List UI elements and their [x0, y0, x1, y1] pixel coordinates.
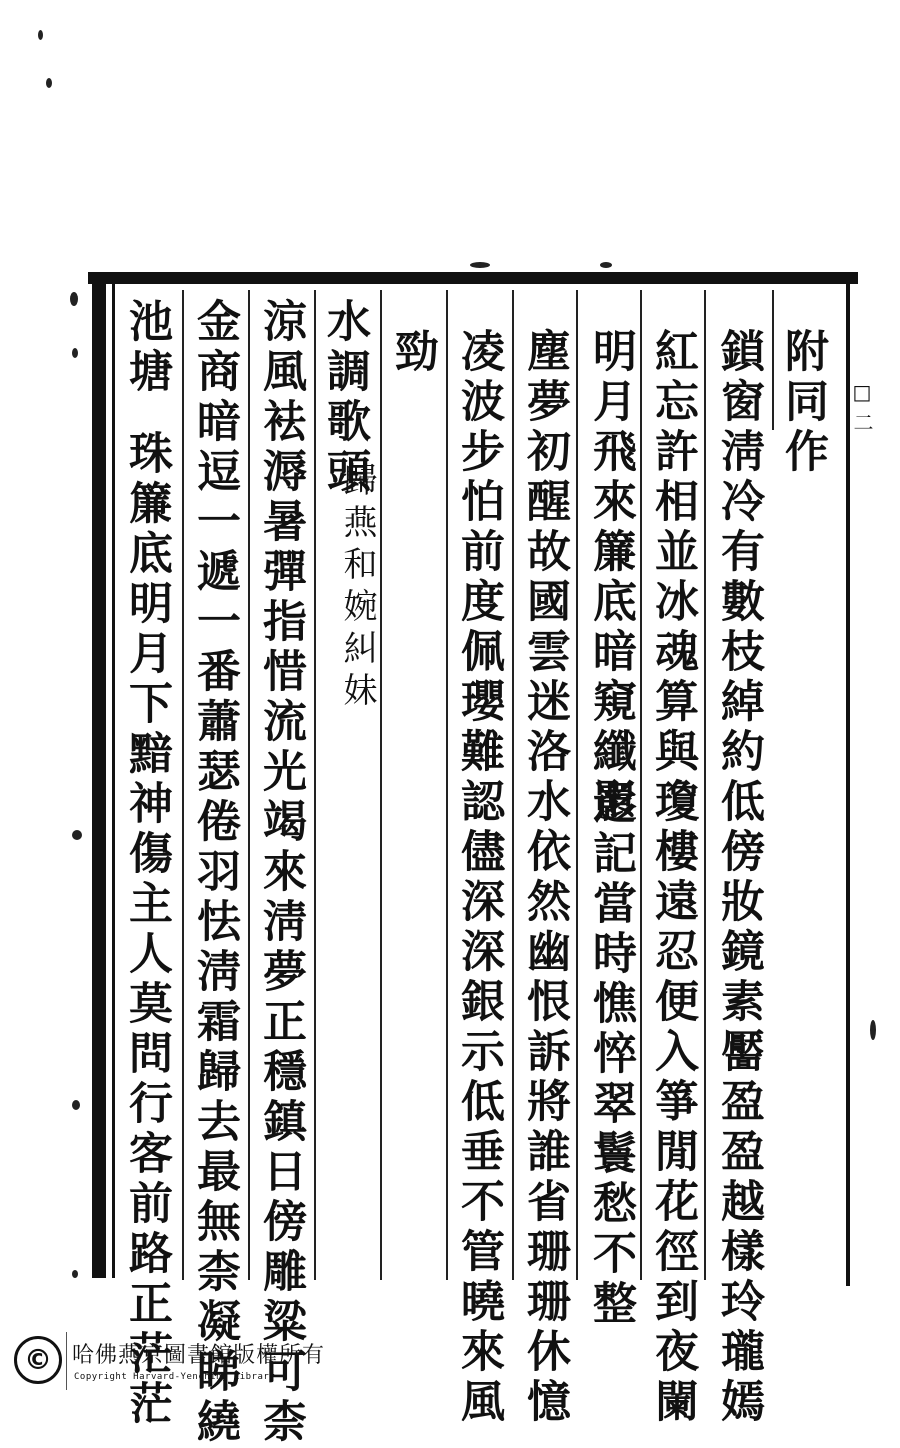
- ink-speck: [470, 262, 490, 268]
- text-column: 塵夢初醒故國雲迷洛水依然幽恨訴將誰省珊珊休憶: [519, 328, 570, 1428]
- column-rule: [182, 290, 184, 1280]
- column-rule: [512, 290, 514, 1280]
- column-rule: [772, 290, 774, 430]
- column-rule: [248, 290, 250, 1280]
- text-column: 紅忘許相並冰魂算與瓊樓遠忍便入箏閒花徑到夜闌: [647, 328, 698, 1428]
- column-rule: [380, 290, 382, 1280]
- text-column: 池塘: [121, 298, 172, 398]
- column-rule: [704, 290, 706, 1280]
- ink-speck: [72, 1270, 78, 1278]
- copyright-notice: [6, 1332, 326, 1392]
- column-rule: [640, 290, 642, 1280]
- frame-left-border: [92, 280, 106, 1278]
- column-rule: [446, 290, 448, 1280]
- ink-speck: [38, 30, 43, 40]
- frame-inner-left-border: [112, 284, 115, 1278]
- text-column: 鎖窗淸冷有數枝綽約低傍妝鏡素靨盈盈越樣玲瓏嫣: [713, 328, 764, 1428]
- copyright-icon: ©: [14, 1336, 62, 1384]
- ink-speck: [46, 78, 52, 88]
- block-margin: [852, 270, 874, 1280]
- text-column: 還記當時憔悴翠鬟愁不整: [585, 780, 636, 1330]
- ink-speck: [70, 292, 78, 306]
- column-rule: [314, 290, 316, 1280]
- text-column: 珠簾底明月下黯神傷主人莫問行客前路正茫茫: [121, 430, 172, 1430]
- ink-speck: [72, 348, 78, 358]
- frame-top-border: [88, 272, 858, 284]
- column-rule: [576, 290, 578, 1280]
- ink-speck: [600, 262, 612, 268]
- copyright-chinese: 哈佛燕京圖書館版權所有: [72, 1343, 326, 1368]
- text-column: 勁: [387, 328, 438, 378]
- text-column: 金商暗逗一遞一番蕭瑟倦羽怯淸霜歸去最無柰凝睇繞: [189, 298, 240, 1448]
- text-column: 附同作: [777, 328, 828, 478]
- text-column: 凌波步怕前度佩瓔難認儘深深銀示低垂不管曉來風: [453, 328, 504, 1428]
- poem-title: 水調歌頭: [319, 298, 370, 498]
- ink-speck: [72, 830, 82, 840]
- text-column: 明月飛來簾底暗窺纖影: [585, 328, 636, 828]
- ink-speck: [870, 1020, 876, 1040]
- copyright-english: Copyright Harvard-Yenching Library: [74, 1372, 276, 1382]
- text-column: 涼風袪溽暑彈指惜流光竭來淸夢正穩鎮日傍雕粱可柰: [255, 298, 306, 1448]
- poem-subtitle: 歸燕和婉糾妹: [337, 462, 377, 714]
- ink-speck: [72, 1100, 80, 1110]
- margin-text: □二: [850, 380, 874, 440]
